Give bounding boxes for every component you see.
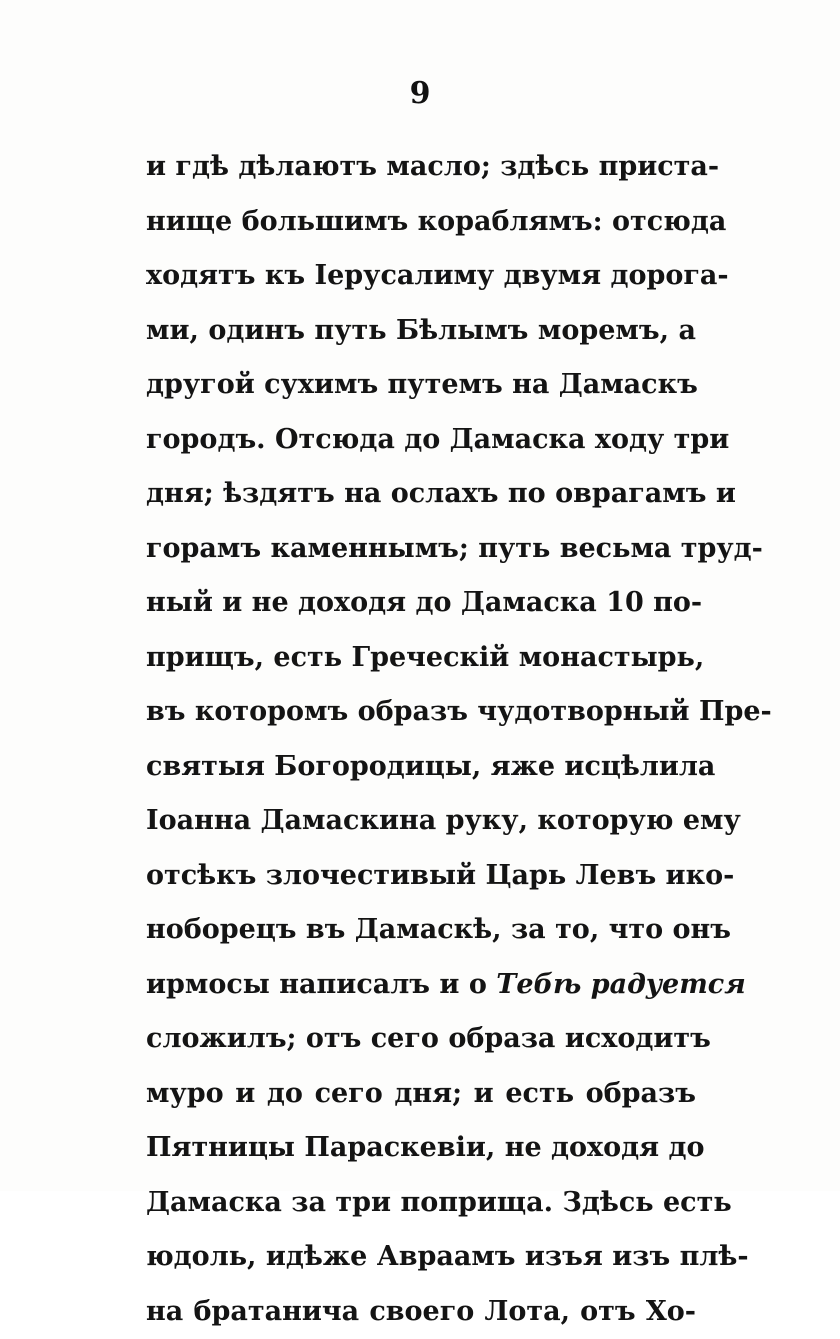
text-line: Іоанна Дамаскина руку, которую ему <box>146 794 696 849</box>
text-line: городъ. Отсюда до Дамаска ходу три <box>146 413 696 468</box>
text-line: въ которомъ образъ чудотворный Пре- <box>146 685 696 740</box>
text-line: ный и не доходя до Дамаска 10 по- <box>146 576 696 631</box>
text-line: дня; ѣздятъ на ослахъ по оврагамъ и <box>146 467 696 522</box>
text-line: сложилъ; отъ сего образа исходитъ <box>146 1012 696 1067</box>
text-line: муро и до сего дня; и есть образъ <box>146 1067 696 1122</box>
text-line: прищъ, есть Греческій монастырь, <box>146 631 696 686</box>
text-line: ми, одинъ путь Бѣлымъ моремъ, а <box>146 304 696 359</box>
text-line: Дамаска за три поприща. Здѣсь есть <box>146 1176 696 1231</box>
text-line: ходятъ къ Іерусалиму двумя дорога- <box>146 249 696 304</box>
text-line: ноборецъ въ Дамаскѣ, за то, что онъ <box>146 903 696 958</box>
text-line: Пятницы Параскевіи, не доходя до <box>146 1121 696 1176</box>
italic-phrase: Тебѣ радуется <box>496 969 746 1000</box>
text-line: святыя Богородицы, яже исцѣлила <box>146 740 696 795</box>
page-number: 9 <box>0 76 840 111</box>
text-segment: ирмосы написалъ и о <box>146 969 496 1000</box>
text-line: и гдѣ дѣлаютъ масло; здѣсь приста- <box>146 140 696 195</box>
text-line: другой сухимъ путемъ на Дамаскъ <box>146 358 696 413</box>
body-text <box>146 140 696 1339</box>
text-line: юдоль, идѣже Авраамъ изъя изъ плѣ- <box>146 1230 696 1285</box>
text-line: горамъ каменнымъ; путь весьма труд- <box>146 522 696 577</box>
text-line: нище большимъ кораблямъ: отсюда <box>146 195 696 250</box>
text-line: отсѣкъ злочестивый Царь Левъ ико- <box>146 849 696 904</box>
text-line-with-italic <box>146 958 696 1013</box>
text-line: на братанича своего Лота, отъ Хо- <box>146 1285 696 1339</box>
